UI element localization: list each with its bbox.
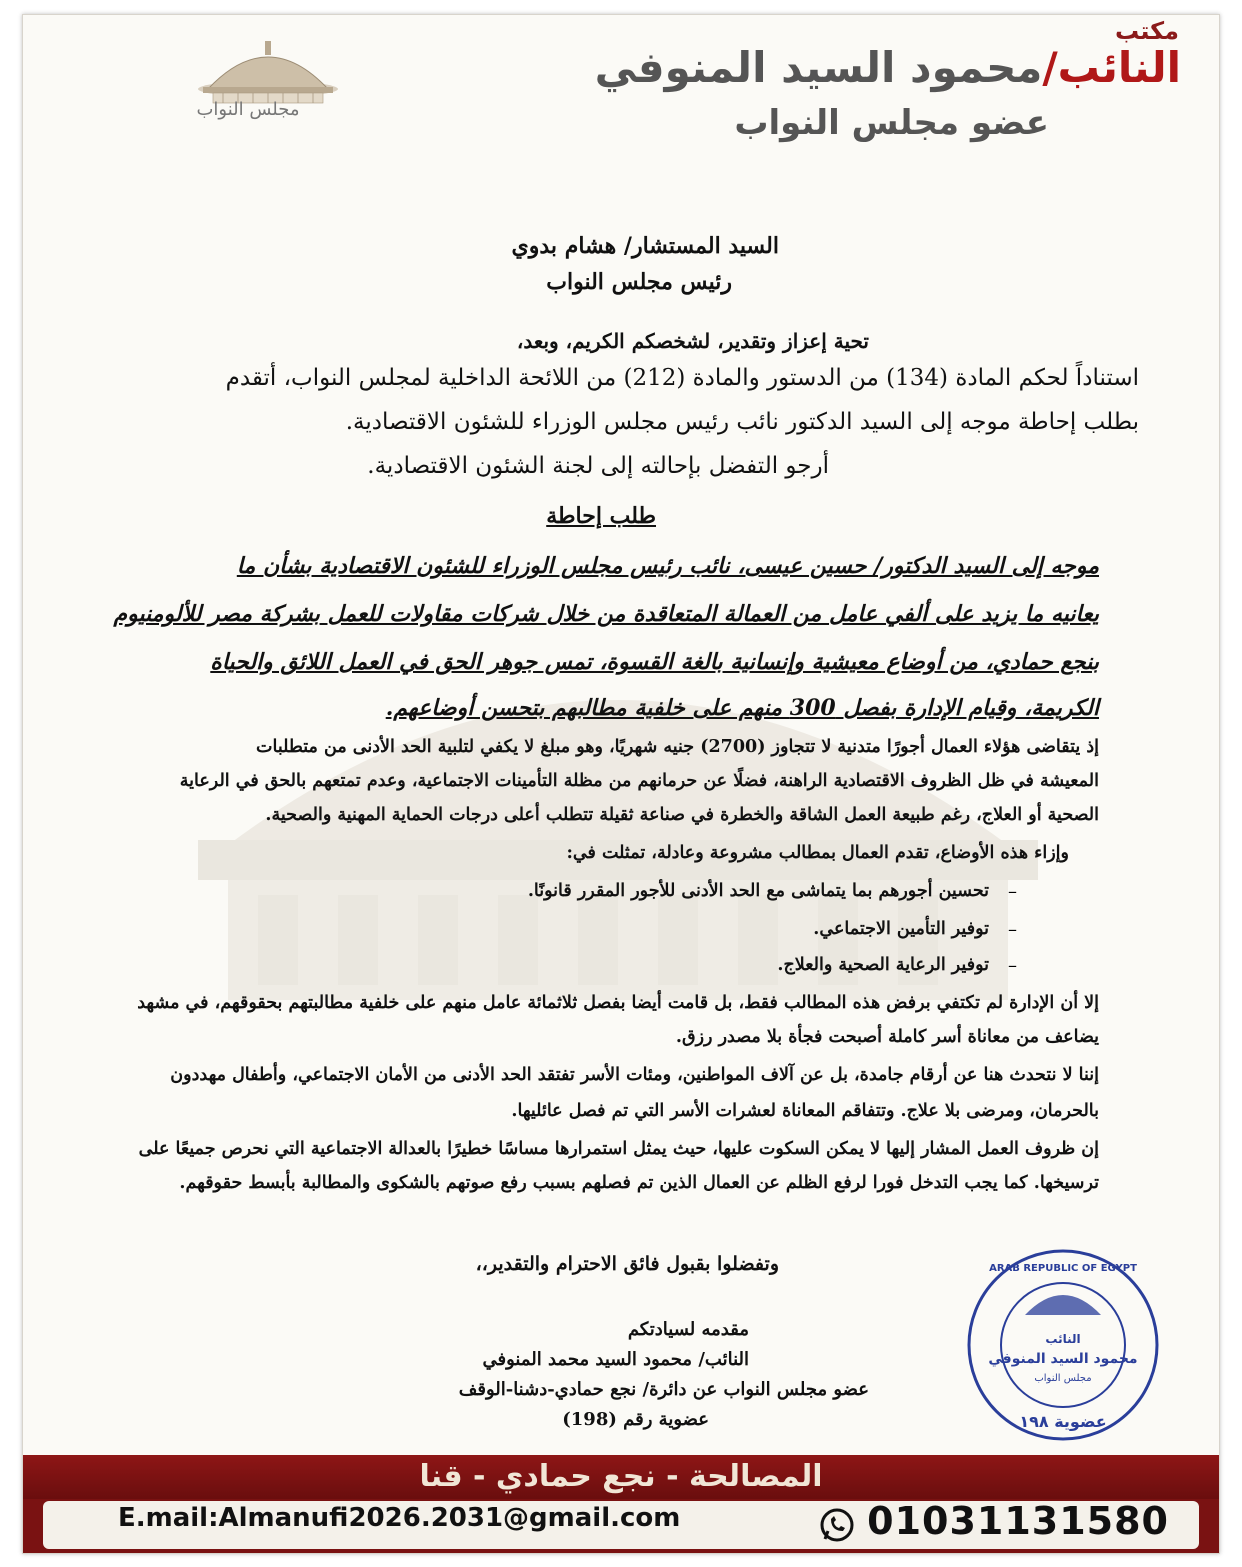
- footer-phone-number[interactable]: 01031131580: [867, 1499, 1169, 1543]
- greeting: تحية إعزاز وتقدير، لشخصكم الكريم، وبعد،: [516, 329, 869, 353]
- addressee-line1: السيد المستشار/ هشام بدوي: [511, 233, 779, 259]
- demand-item-2: توفير التأمين الاجتماعي.: [813, 919, 989, 939]
- body2-line3: إننا لا نتحدث هنا عن أرقام جامدة، بل عن آلاف المواطنين، ومئات الأسر تفتقد الحد الأدنى من الأمان الاجتماعي، وأطفال مهددون: [170, 1065, 1099, 1085]
- signature-name: النائب/ محمود السيد محمد المنوفي: [482, 1349, 749, 1370]
- footer-address: المصالحة - نجع حمادي - قنا: [419, 1459, 823, 1494]
- body2-line4: بالحرمان، ومرضى بلا علاج. وتتفاقم المعاناة لعشرات الأسر التي تم فصل عائليها.: [511, 1101, 1099, 1121]
- header-title-name: محمود السيد المنوفي: [594, 43, 1043, 92]
- header-member-label: عضو مجلس النواب: [734, 103, 1049, 143]
- seal-title-text: النائب: [1045, 1332, 1081, 1346]
- seal-house-text: مجلس النواب: [1034, 1373, 1092, 1384]
- seal-name-text: محمود السيد المنوفي: [988, 1351, 1138, 1367]
- request-title: طلب إحاطة: [546, 503, 656, 529]
- header-title-prefix: النائب/: [1042, 43, 1181, 92]
- letter-page: [22, 14, 1220, 1554]
- topic-line1: موجه إلى السيد الدكتور/ حسين عيسى، نائب رئيس مجلس الوزراء للشئون الاقتصادية بشأن ما: [236, 553, 1099, 579]
- body2-line5: إن ظروف العمل المشار إليها لا يمكن السكوت عليها، حيث يمثل استمرارها مساسًا خطيرًا بالعدالة الاجتماعية التي نحرص جميعًا على: [138, 1139, 1099, 1159]
- header-office-label: مكتب: [1114, 17, 1179, 45]
- demand-item-3: توفير الرعاية الصحية والعلاج.: [777, 955, 989, 975]
- seal-member-text: عضوية ١٩٨: [1019, 1412, 1107, 1431]
- demand-item-1: تحسين أجورهم بما يتماشى مع الحد الأدنى للأجور المقرر قانونًا.: [527, 881, 989, 901]
- signature-membership: عضوية رقم (198): [562, 1409, 709, 1430]
- bullet-dash: –: [1008, 919, 1017, 940]
- parliament-emblem-icon: [183, 27, 353, 147]
- body2-line1: إلا أن الإدارة لم تكتفي برفض هذه المطالب فقط، بل قامت أيضا بفصل ثلاثمائة عامل منهم على خلفية مطالبتهم بحقوقهم، في مشهد: [137, 993, 1099, 1013]
- emblem-caption: مجلس النواب: [196, 99, 300, 120]
- bullet-dash: –: [1008, 881, 1017, 902]
- body1-line1: إذ يتقاضى هؤلاء العمال أجورًا متدنية لا تتجاوز (2700) جنيه شهريًا، وهو مبلغ لا يكفي لتلبية الحد الأدنى من متطلبات: [256, 737, 1099, 757]
- topic-line3: بنجع حمادي، من أوضاع معيشية وإنسانية بالغة القسوة، تمس جوهر الحق في العمل اللائق والحياة: [210, 649, 1099, 675]
- footer: [23, 1455, 1219, 1553]
- topic-line2: يعانيه ما يزيد على ألفي عامل من العمالة المتعاقدة من خلال شركات مقاولات للعمل بشركة مصر للألومنيوم: [113, 601, 1099, 627]
- intro-line3: أرجو التفضل بإحالته إلى لجنة الشئون الاقتصادية.: [367, 453, 829, 479]
- topic-line4: الكريمة، وقيام الإدارة بفصل 300 منهم على خلفية مطالبهم بتحسن أوضاعهم.: [385, 695, 1099, 721]
- intro-line2: بطلب إحاطة موجه إلى السيد الدكتور نائب رئيس مجلس الوزراء للشئون الاقتصادية.: [345, 409, 1139, 435]
- body1-line2: المعيشة في ظل الظروف الاقتصادية الراهنة، فضلًا عن حرمانهم من مظلة التأمينات الاجتماعية، وعدم تمتعهم بالحق في الرعاية: [179, 771, 1099, 791]
- addressee-line2: رئيس مجلس النواب: [546, 269, 732, 295]
- bullet-dash: –: [1008, 955, 1017, 976]
- signature-district: عضو مجلس النواب عن دائرة/ نجع حمادي-دشنا-الوقف: [458, 1379, 869, 1400]
- signature-presented: مقدمه لسيادتكم: [627, 1319, 749, 1340]
- seal-outer-text: ARAB REPUBLIC OF EGYPT: [989, 1263, 1137, 1274]
- footer-email-link[interactable]: E.mail:Almanufi2026.2031@gmail.com: [118, 1503, 681, 1533]
- body2-line6: ترسيخها. كما يجب التدخل فورا لرفع الظلم عن العمال الذين تم فصلهم بسبب رفع صوتهم بالشكوى والمطالبة بأبسط حقوقهم.: [179, 1173, 1099, 1193]
- body2-line2: يضاعف من معاناة أسر كاملة أصبحت فجأة بلا مصدر رزق.: [675, 1027, 1099, 1047]
- intro-line1: استناداً لحكم المادة (134) من الدستور والمادة (212) من اللائحة الداخلية لمجلس النواب، أتقدم: [225, 365, 1139, 391]
- body1-line4: وإزاء هذه الأوضاع، تقدم العمال بمطالب مشروعة وعادلة، تمثلت في:: [566, 843, 1069, 863]
- body1-line3: الصحية أو العلاج، رغم طبيعة العمل الشاقة والخطرة في صناعة ثقيلة تتطلب أعلى درجات الحماية المهنية والصحية.: [265, 805, 1099, 825]
- official-seal-stamp: [963, 1245, 1163, 1445]
- closing: وتفضلوا بقبول فائق الاحترام والتقدير،،: [475, 1253, 779, 1275]
- whatsapp-icon[interactable]: [819, 1507, 855, 1543]
- header-title: [595, 43, 1181, 92]
